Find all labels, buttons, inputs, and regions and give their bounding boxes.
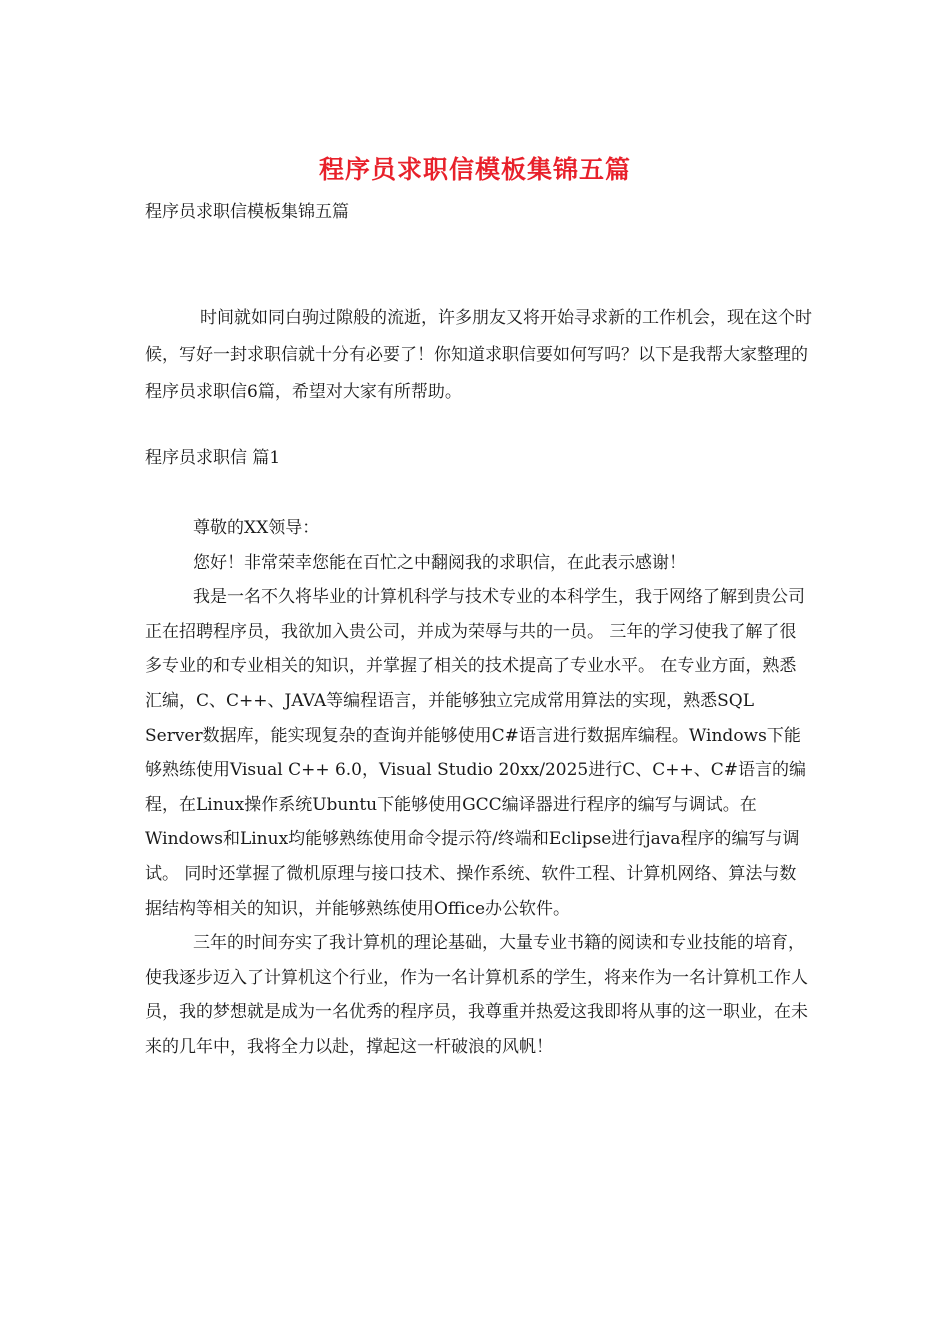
document-title: 程序员求职信模板集锦五篇 (318, 155, 631, 184)
letter-salutation: 尊敬的XX领导： (193, 518, 320, 538)
letter-body (145, 511, 813, 1065)
intro-section (145, 300, 815, 411)
letter-paragraph: 三年的时间夯实了我计算机的理论基础，大量专业书籍的阅读和专业技能的培育，使我逐步迈入了计算机这个行业，作为一名计算机系的学生，将来作为一名计算机工作人员，我的梦想就是成为一名优秀的程序员，我尊重并热爱这我即将从事的这一职业，在未来的几年中，我将全力以赴，撑起这一杆破浪的风帆！ (145, 933, 808, 1057)
letter-paragraph: 我是一名不久将毕业的计算机科学与技术专业的本科学生，我于网络了解到贵公司正在招聘程序员，我欲加入贵公司，并成为荣辱与共的一员。 三年的学习使我了解了很多专业的和专业相关的知识，并掌握了相关的技术提高了专业水平。 在专业方面，熟悉汇编，C、C++、JAVA等编程语言，并能够独立完成常用算法的实现，熟悉SQL Server数据库，能实现复杂的查询并能够使用C#语言进行数据库编程。Windows下能够熟练使用Visual C++ 6.0，Visual Studio 20xx/2025进行C、C++、C#语言的编程，在Linux操作系统Ubuntu下能够使用GCC编译器进行程序的编写与调试。在Windows和Linux均能够熟练使用命令提示符/终端和Eclipse进行java程序的编写与调试。 同时还掌握了微机原理与接口技术、操作系统、软件工程、计算机网络、算法与数据结构等相关的知识，并能够熟练使用Office办公软件。 (145, 587, 806, 919)
intro-paragraph: 时间就如同白驹过隙般的流逝，许多朋友又将开始寻求新的工作机会，现在这个时候，写好一封求职信就十分有必要了！你知道求职信要如何写吗？以下是我帮大家整理的程序员求职信6篇，希望对大家有所帮助。 (145, 308, 812, 402)
document-subtitle: 程序员求职信模板集锦五篇 (145, 202, 349, 222)
letter-greeting: 您好！非常荣幸您能在百忙之中翻阅我的求职信，在此表示感谢！ (193, 552, 686, 573)
section-heading: 程序员求职信 篇1 (145, 448, 281, 468)
